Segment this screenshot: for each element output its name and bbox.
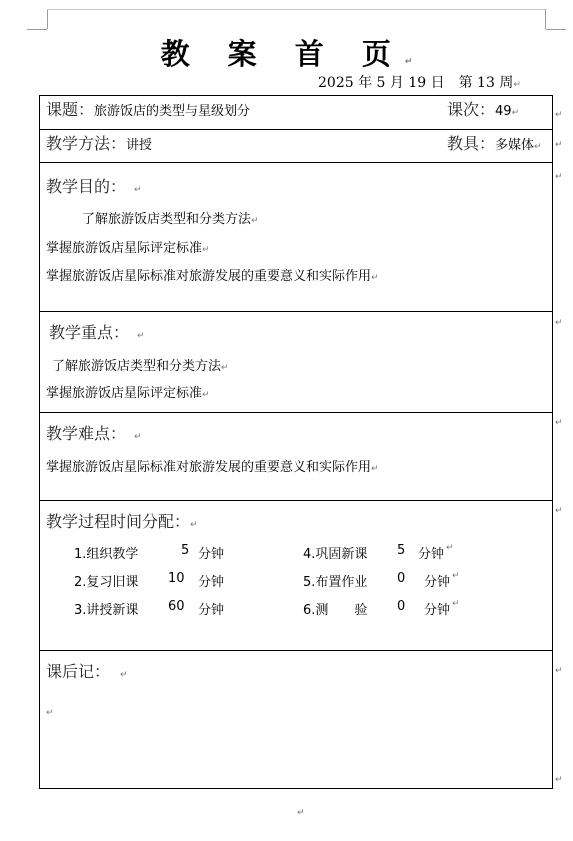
objective-item[interactable]: 掌握旅游饭店星际评定标准↵ [46, 241, 210, 256]
topic-row[interactable] [46, 97, 250, 120]
key-points-heading: 教学重点： ↵ [49, 323, 145, 342]
objectives-heading: 教学目的： ↵ [46, 177, 142, 196]
schedule-item-5[interactable]: 5.布置作业 0 分钟 ↵ [303, 571, 460, 590]
tools-value[interactable]: 多媒体 [495, 138, 535, 153]
date-line[interactable]: 2025 年 5 月 19 日 第 13 周↵ [318, 75, 521, 91]
tools-row[interactable]: 教具：多媒体↵ [447, 134, 542, 153]
objective-item[interactable]: 了解旅游饭店类型和分类方法↵ [82, 212, 259, 227]
lesson-number-label: 课次： [447, 100, 496, 119]
schedule-item-1[interactable]: 1.组织教学 5 分钟 [74, 543, 225, 562]
crop-mark-top-left-vertical [47, 9, 48, 29]
schedule-item-4[interactable]: 4.巩固新课 5 分钟 ↵ [303, 543, 454, 562]
document-end-mark: ↵ [297, 808, 305, 818]
crop-mark-top-left [27, 29, 47, 30]
cell-end-mark: ↵ [555, 775, 563, 785]
method-label: 教学方法： [46, 134, 127, 153]
tools-label: 教具： [447, 134, 496, 153]
key-point-item[interactable]: 了解旅游饭店类型和分类方法↵ [52, 359, 229, 374]
cell-end-mark: ↵ [555, 318, 563, 328]
difficulty-item[interactable]: 掌握旅游饭店星际标准对旅游发展的重要意义和实际作用↵ [46, 460, 379, 475]
method-row[interactable] [46, 131, 152, 154]
row-divider [39, 500, 553, 501]
topic-value[interactable]: 旅游饭店的类型与星级划分 [94, 104, 251, 119]
row-divider [39, 162, 553, 163]
notes-heading: 课后记： ↵ [46, 662, 128, 681]
notes-body[interactable]: ↵ [46, 708, 54, 718]
lesson-number-value[interactable]: 49 [495, 104, 512, 119]
crop-mark-top-right [546, 29, 566, 30]
method-value[interactable]: 讲授 [126, 138, 153, 153]
key-point-item[interactable]: 掌握旅游饭店星际评定标准↵ [46, 386, 210, 401]
objective-item[interactable]: 掌握旅游饭店星际标准对旅游发展的重要意义和实际作用↵ [46, 269, 379, 284]
schedule-item-2[interactable]: 2.复习旧课 10 分钟 [74, 571, 225, 590]
page-title: 教 案 首 页↵ [160, 37, 413, 71]
schedule-item-6[interactable]: 6.测 验 0 分钟 ↵ [303, 599, 460, 618]
cell-end-mark: ↵ [555, 506, 563, 516]
row-divider [39, 129, 553, 130]
row-divider [39, 311, 553, 312]
cell-end-mark: ↵ [555, 418, 563, 428]
difficulties-heading: 教学难点： ↵ [46, 424, 142, 443]
cell-end-mark: ↵ [555, 110, 563, 120]
cell-end-mark: ↵ [555, 172, 563, 182]
row-divider [39, 412, 553, 413]
lesson-number[interactable]: 课次：49↵ [447, 100, 520, 119]
crop-mark-top-right-vertical [545, 9, 546, 29]
row-divider [39, 650, 553, 651]
topic-label: 课题： [46, 100, 95, 119]
cell-end-mark: ↵ [555, 140, 563, 150]
header-margin-line [47, 9, 545, 10]
schedule-heading: 教学过程时间分配：↵ [46, 512, 198, 531]
schedule-item-3[interactable]: 3.讲授新课 60 分钟 [74, 599, 225, 618]
cell-end-mark: ↵ [555, 666, 563, 676]
